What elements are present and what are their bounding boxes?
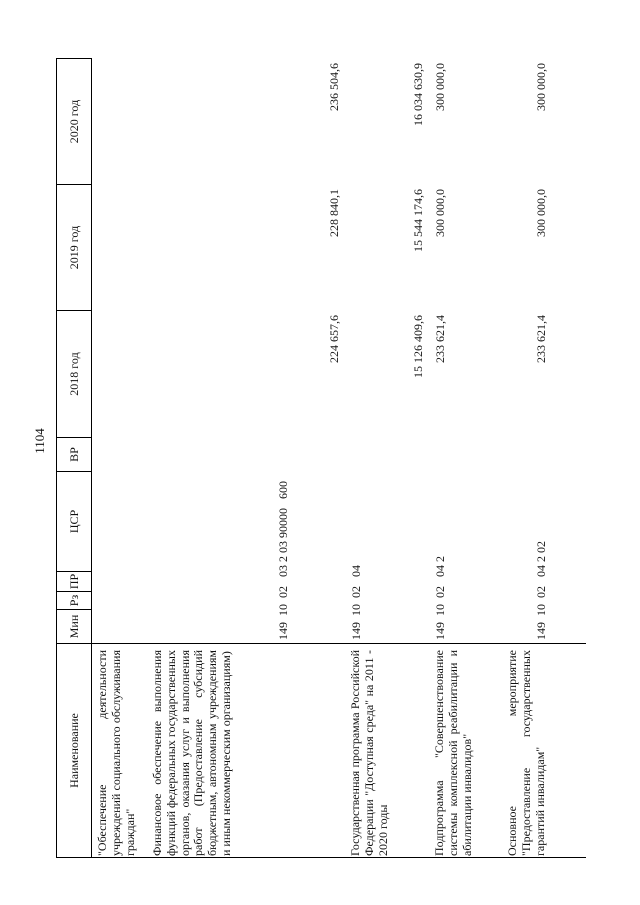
column-divider (92, 643, 586, 644)
row-value-2019: 15 544 174,6 (411, 189, 425, 252)
row-value-2019: 300 000,0 (534, 189, 548, 237)
row-value-2018: 224 657,6 (327, 315, 341, 363)
row-codes: 149 10 02 04 2 02 (534, 541, 548, 640)
table-header (56, 58, 92, 858)
row-value-2019: 228 840,1 (327, 189, 341, 237)
row-value-2020: 16 034 630,9 (411, 63, 425, 126)
budget-table (56, 58, 586, 858)
row-value-2020: 236 504,6 (327, 63, 341, 111)
row-codes: 149 10 02 04 (349, 565, 363, 640)
header-2020: 2020 год (67, 99, 81, 144)
header-2018: 2018 год (57, 310, 91, 437)
row-name: Основное мероприятие "Предоставление государственных гарантий инвалидам" (505, 650, 547, 856)
row-value-2019: 300 000,0 (433, 189, 447, 237)
row-name: Государственная программа Российской Федерации "Доступная среда" на 2011 - 2020 годы (348, 650, 390, 856)
row-name: Финансовое обеспечение выполнения функций федеральных государственных органов, оказания услуг и выполнения работ (Предоставление субсидий бюджетным, автономным учреждениям и иным некоммерческим организациям) (150, 650, 233, 856)
row-value-2018: 233 621,4 (534, 315, 548, 363)
page-number: 1104 (32, 428, 47, 454)
row-value-2020: 300 000,0 (433, 63, 447, 111)
row-value-2018: 233 621,4 (433, 315, 447, 363)
row-value-2018: 15 126 409,6 (411, 315, 425, 378)
header-2019: 2019 год (57, 184, 91, 310)
header-rz: Рз (57, 591, 91, 609)
header-csr: ЦСР (57, 471, 91, 571)
row-name: "Обеспечение деятельности учреждений социального обслуживания граждан" (95, 650, 137, 856)
row-codes: 149 10 02 03 2 03 90000 600 (276, 481, 290, 640)
header-pr: ПР (57, 571, 91, 591)
header-min: Мин (57, 609, 91, 643)
header-vr: ВР (57, 437, 91, 471)
row-codes: 149 10 02 04 2 (433, 556, 447, 640)
table-left-border (92, 857, 586, 858)
row-name: Подпрограмма "Совершенствование системы комплексной реабилитации и абилитации инвалидов" (432, 650, 474, 856)
row-value-2020: 300 000,0 (534, 63, 548, 111)
header-name: Наименование (57, 643, 91, 857)
